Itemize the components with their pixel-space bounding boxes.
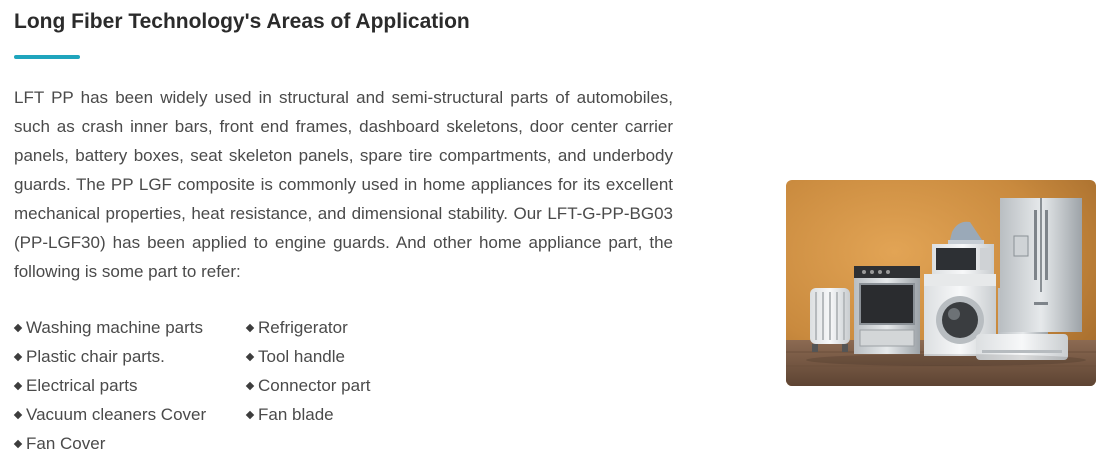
diamond-bullet-icon xyxy=(246,352,254,360)
list-item-label: Tool handle xyxy=(258,346,345,366)
list-item-label: Refrigerator xyxy=(258,317,348,337)
list-item xyxy=(246,342,434,371)
intro-paragraph: LFT PP has been widely used in structural and semi-structural parts of automobiles, such as crash inner bars, front end frames, dashboard skeletons, door center carrier panels, battery boxes, seat skeleton panels, spare tire compartments, and underbody guards. The PP LGF composite is commonly used in home appliances for its excellent mechanical properties, heat resistance, and dimensional stability. Our LFT-G-PP-BG03 (PP-LGF30) has been applied to engine guards. And other home appliance part, the following is some part to refer: xyxy=(14,88,673,281)
list-item-label: Electrical parts xyxy=(26,375,138,395)
diamond-bullet-icon xyxy=(14,410,22,418)
list-item-label: Fan blade xyxy=(258,404,334,424)
list-item xyxy=(14,313,246,342)
list-item-label: Plastic chair parts. xyxy=(26,346,165,366)
home-appliances-photo xyxy=(786,180,1096,386)
diamond-bullet-icon xyxy=(14,352,22,360)
list-item xyxy=(14,400,246,429)
list-item xyxy=(246,400,434,429)
list-item xyxy=(246,313,434,342)
diamond-bullet-icon xyxy=(14,323,22,331)
list-item-label: Vacuum cleaners Cover xyxy=(26,404,207,424)
list-item xyxy=(246,371,434,400)
list-item-label: Fan Cover xyxy=(26,433,106,453)
diamond-bullet-icon xyxy=(246,410,254,418)
list-item xyxy=(14,371,246,400)
list-item-label: Connector part xyxy=(258,375,371,395)
list-item-label: Washing machine parts xyxy=(26,317,204,337)
diamond-bullet-icon xyxy=(246,381,254,389)
diamond-bullet-icon xyxy=(14,439,22,447)
diamond-bullet-icon xyxy=(14,381,22,389)
section-title: Long Fiber Technology's Areas of Application xyxy=(14,10,470,33)
parts-list xyxy=(14,313,434,458)
list-item xyxy=(14,429,246,458)
title-underline xyxy=(14,55,80,59)
diamond-bullet-icon xyxy=(246,323,254,331)
list-item xyxy=(14,342,246,371)
